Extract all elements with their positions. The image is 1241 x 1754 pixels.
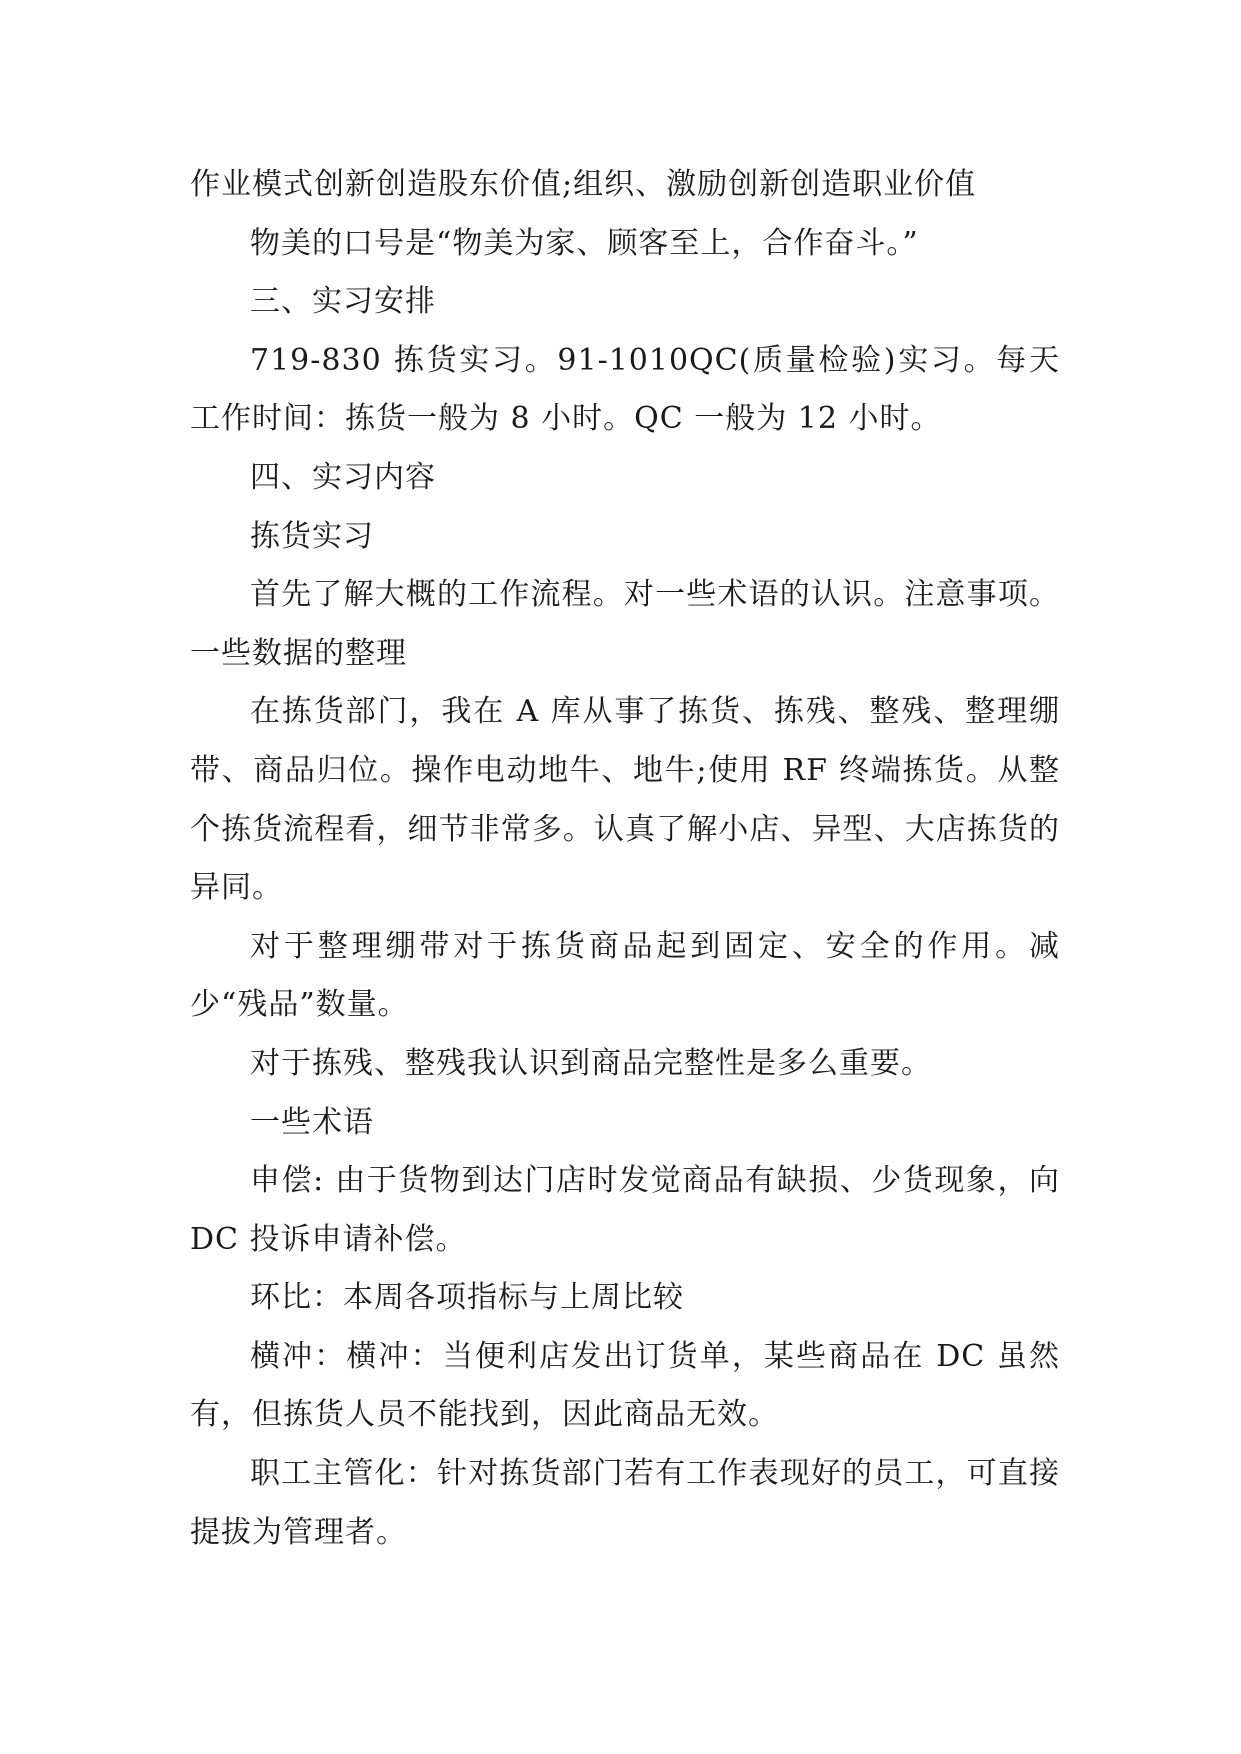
paragraph-2: 物美的口号是“物美为家、顾客至上，合作奋斗。” bbox=[250, 225, 919, 261]
subheading-picking-internship: 拣货实习 bbox=[250, 518, 374, 554]
section-heading-internship-schedule: 三、实习安排 bbox=[250, 284, 436, 320]
paragraph-10: 对于拣残、整残我认识到商品完整性是多么重要。 bbox=[250, 1045, 932, 1081]
paragraph-9: 对于整理绷带对于拣货商品起到固定、安全的作用。减少“残品”数量。 bbox=[190, 928, 1060, 1023]
document-body bbox=[190, 156, 1060, 1562]
paragraph-1: 作业模式创新创造股东价值;组织、激励创新创造职业价值 bbox=[190, 167, 977, 202]
paragraph-8: 在拣货部门，我在 A 库从事了拣货、拣残、整残、整理绷带、商品归位。操作电动地牛、地牛;使用 RF 终端拣货。从整个拣货流程看，细节非常多。认真了解小店、异型、大店拣货的异同。 bbox=[190, 694, 1060, 906]
paragraph-4: 719-830 拣货实习。91-1010QC(质量检验)实习。每天工作时间：拣货一般为 8 小时。QC 一般为 12 小时。 bbox=[190, 342, 1060, 437]
subheading-terms: 一些术语 bbox=[250, 1104, 374, 1140]
term-compensation: 申偿: 由于货物到达门店时发觉商品有缺损、少货现象，向 DC 投诉申请补偿。 bbox=[190, 1163, 1060, 1257]
section-heading-internship-content: 四、实习内容 bbox=[250, 459, 436, 495]
term-week-over-week: 环比：本周各项指标与上周比较 bbox=[250, 1280, 684, 1316]
term-staff-supervisor: 职工主管化：针对拣货部门若有工作表现好的员工，可直接提拔为管理者。 bbox=[190, 1456, 1060, 1550]
paragraph-7: 首先了解大概的工作流程。对一些术语的认识。注意事项。一些数据的整理 bbox=[190, 577, 1060, 671]
term-hengchong: 横冲：横冲：当便利店发出订货单，某些商品在 DC 虽然有，但拣货人员不能找到，因此商品无效。 bbox=[190, 1338, 1060, 1433]
